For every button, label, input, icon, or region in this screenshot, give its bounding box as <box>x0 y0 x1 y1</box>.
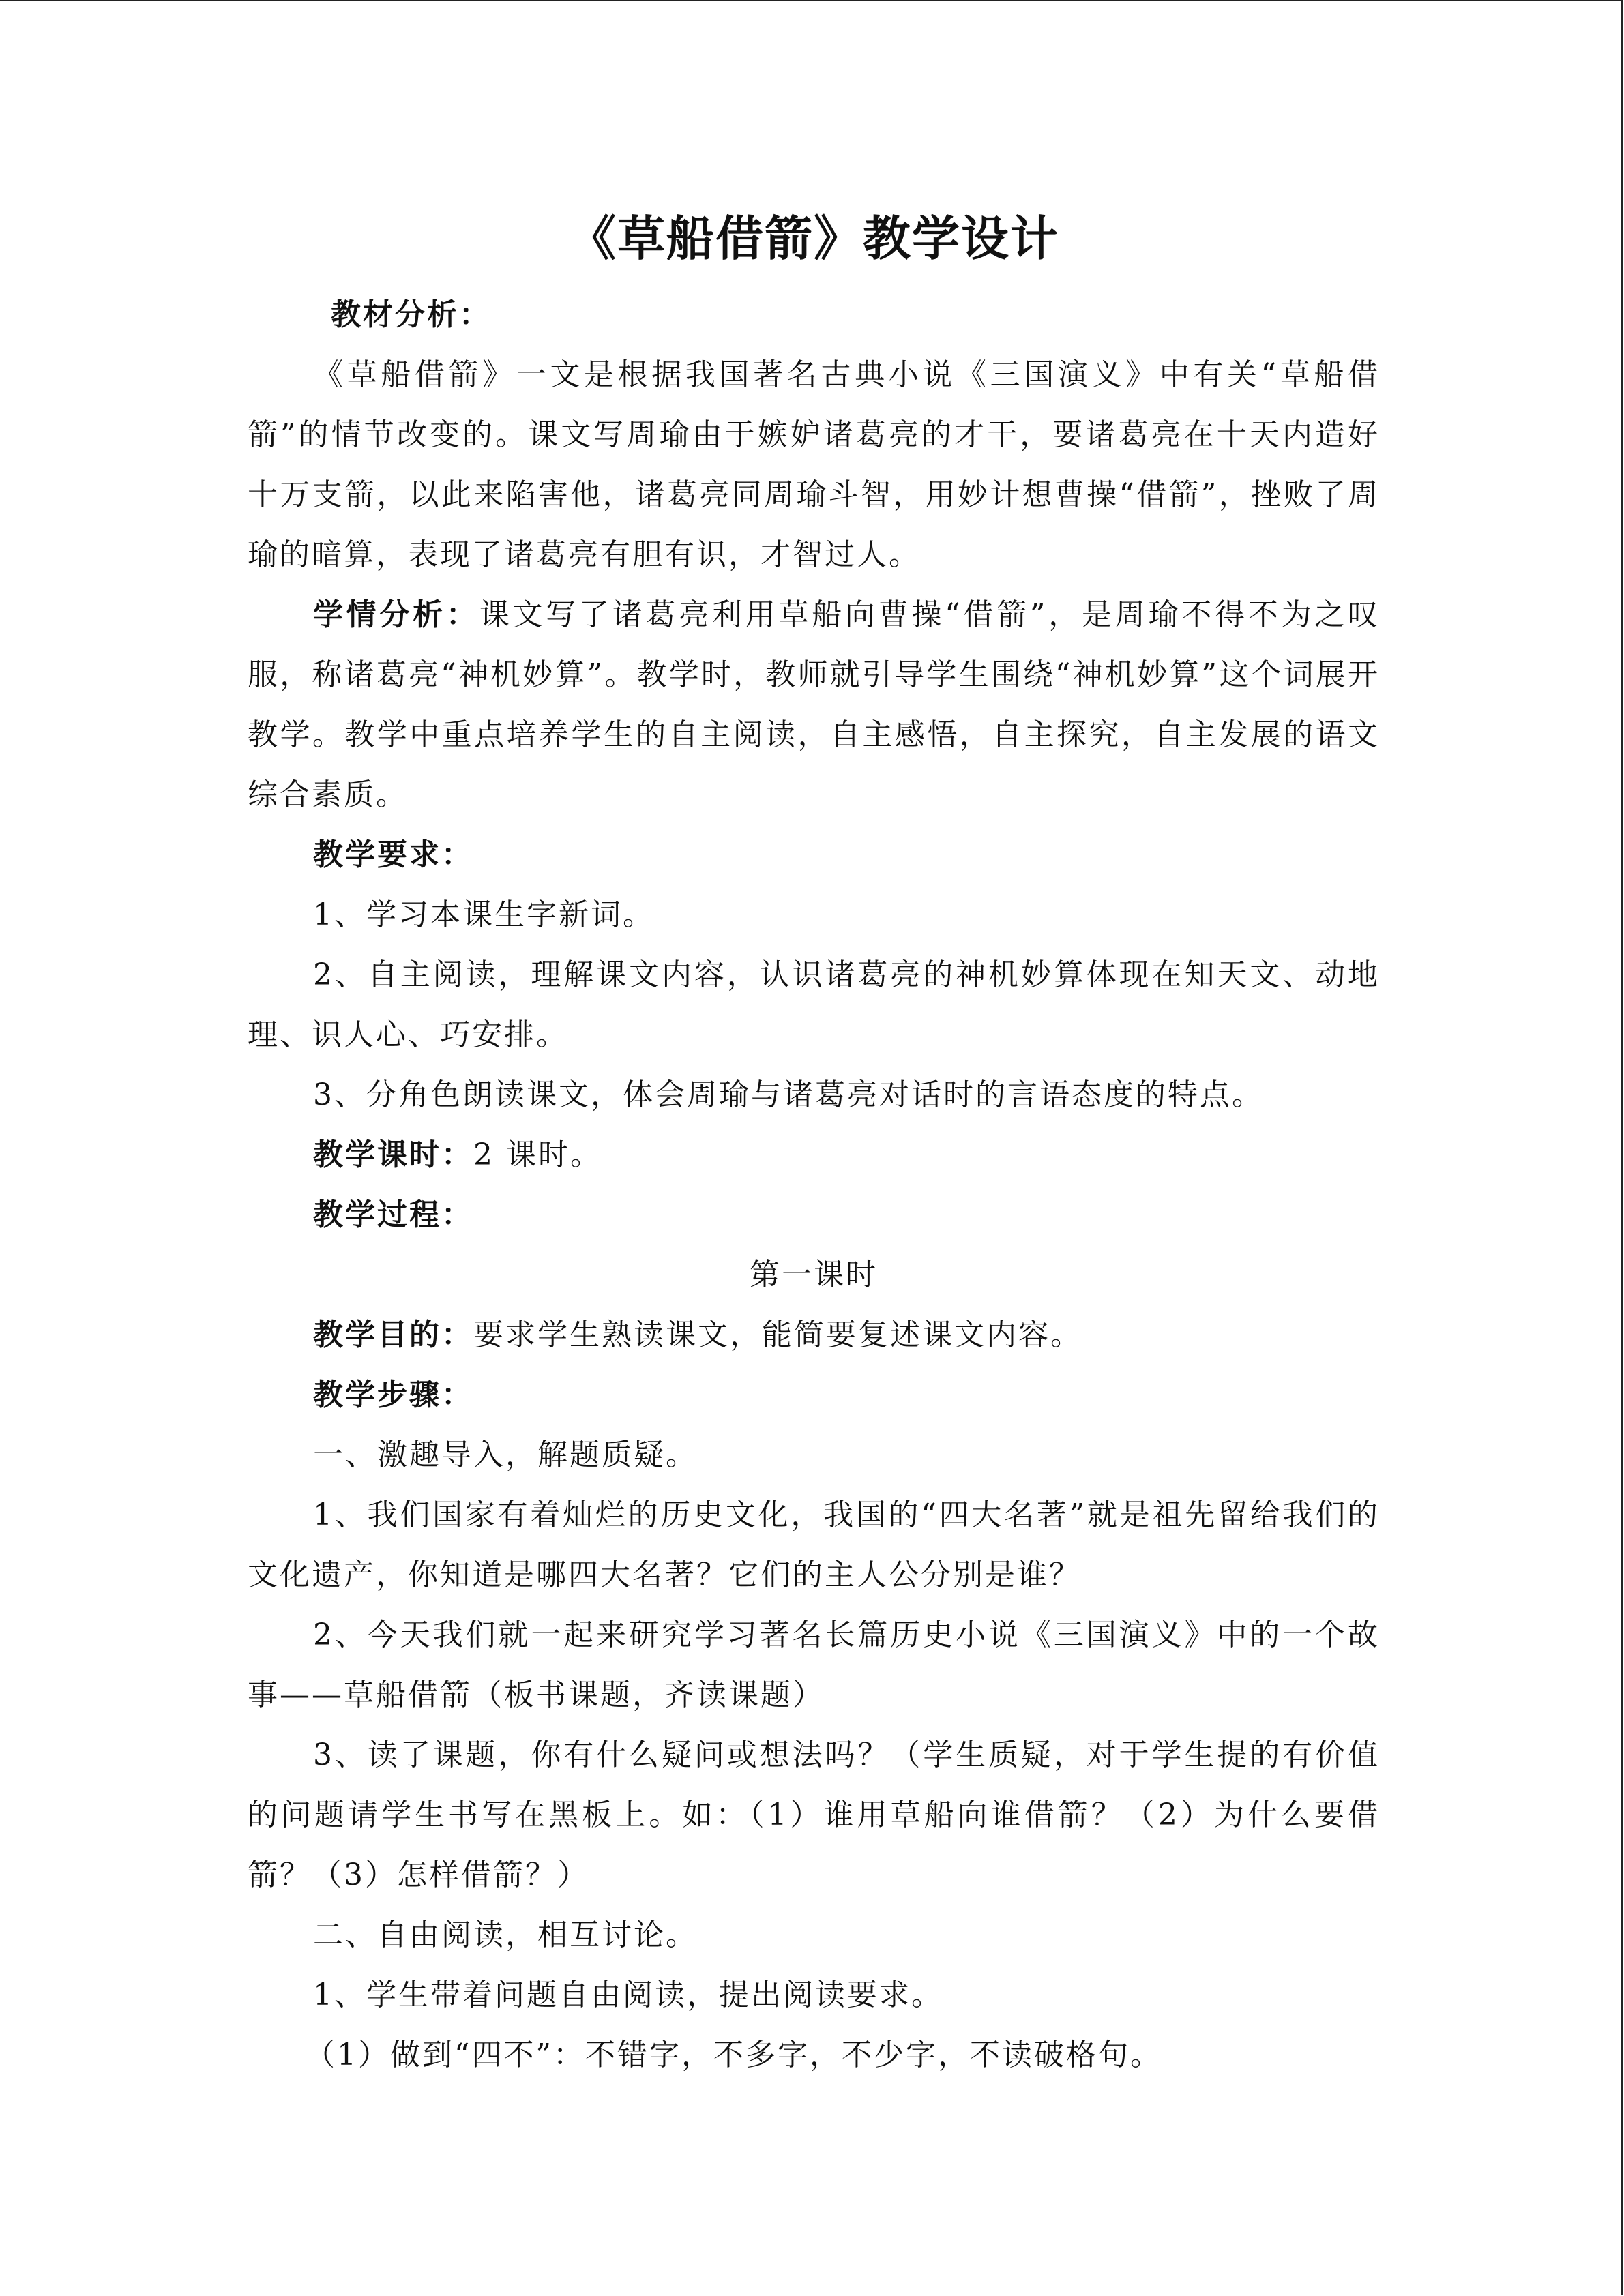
section-1-item-3: 3、读了课题，你有什么疑问或想法吗？（学生质疑，对于学生提的有价值的问题请学生书写在黑板上。如：（1）谁用草船向谁借箭？（2）为什么要借箭？（3）怎样借箭？） <box>248 1738 1380 1892</box>
requirement-item-2: 2、自主阅读，理解课文内容，认识诸葛亮的神机妙算体现在知天文、动地理、识人心、巧安排。 <box>248 957 1380 1052</box>
section-1-item-2: 2、今天我们就一起来研究学习著名长篇历史小说《三国演义》中的一个故事——草船借箭（板书课题，齐读课题） <box>248 1617 1380 1712</box>
requirement-item-3: 3、分角色朗读课文，体会周瑜与诸葛亮对话时的言语态度的特点。 <box>313 1077 1264 1112</box>
section-1-heading: 一、激趣导入，解题质疑。 <box>313 1437 698 1472</box>
student-analysis-heading: 学情分析： <box>313 597 479 632</box>
section-2-item-1: 1、学生带着问题自由阅读，提出阅读要求。 <box>313 1978 943 2012</box>
section-2-sub-item: （1）做到“四不”：不错字，不多字，不少字，不读破格句。 <box>305 2038 1162 2072</box>
lesson-goal-text: 要求学生熟读课文，能简要复述课文内容。 <box>473 1317 1082 1352</box>
periods-heading: 教学课时： <box>313 1137 473 1172</box>
document-body <box>248 205 1380 2085</box>
document-title: 《草船借箭》教学设计 <box>568 210 1059 267</box>
process-heading: 教学过程： <box>313 1197 473 1232</box>
section-2-heading: 二、自由阅读，相互讨论。 <box>313 1918 698 1952</box>
requirements-heading: 教学要求： <box>313 837 473 872</box>
lesson-goal-heading: 教学目的： <box>313 1317 473 1352</box>
material-analysis-text: 《草船借箭》一文是根据我国著名古典小说《三国演义》中有关“草船借箭”的情节改变的。课文写周瑜由于嫉妒诸葛亮的才干，要诸葛亮在十天内造好十万支箭，以此来陷害他，诸葛亮同周瑜斗智，用妙计想曹操“借箭”，挫败了周瑜的暗算，表现了诸葛亮有胆有识，才智过人。 <box>248 357 1380 572</box>
student-analysis-paragraph <box>248 585 1380 825</box>
lesson-one-title: 第一课时 <box>750 1257 878 1292</box>
requirement-item-1: 1、学习本课生字新词。 <box>313 897 655 932</box>
lesson-goal-paragraph <box>248 1305 1380 1365</box>
lesson-steps-heading: 教学步骤： <box>313 1377 473 1412</box>
periods-text: 2 课时。 <box>473 1137 602 1172</box>
material-analysis-heading: 教材分析： <box>331 297 491 332</box>
student-analysis-text: 课文写了诸葛亮利用草船向曹操“借箭”，是周瑜不得不为之叹服，称诸葛亮“神机妙算”。教学时，教师就引导学生围绕“神机妙算”这个词展开教学。教学中重点培养学生的自主阅读，自主感悟，自主探究，自主发展的语文综合素质。 <box>248 597 1380 812</box>
section-1-item-1: 1、我们国家有着灿烂的历史文化，我国的“四大名著”就是祖先留给我们的文化遗产，你知道是哪四大名著？它们的主人公分别是谁？ <box>248 1497 1380 1592</box>
periods-paragraph <box>248 1125 1380 1185</box>
